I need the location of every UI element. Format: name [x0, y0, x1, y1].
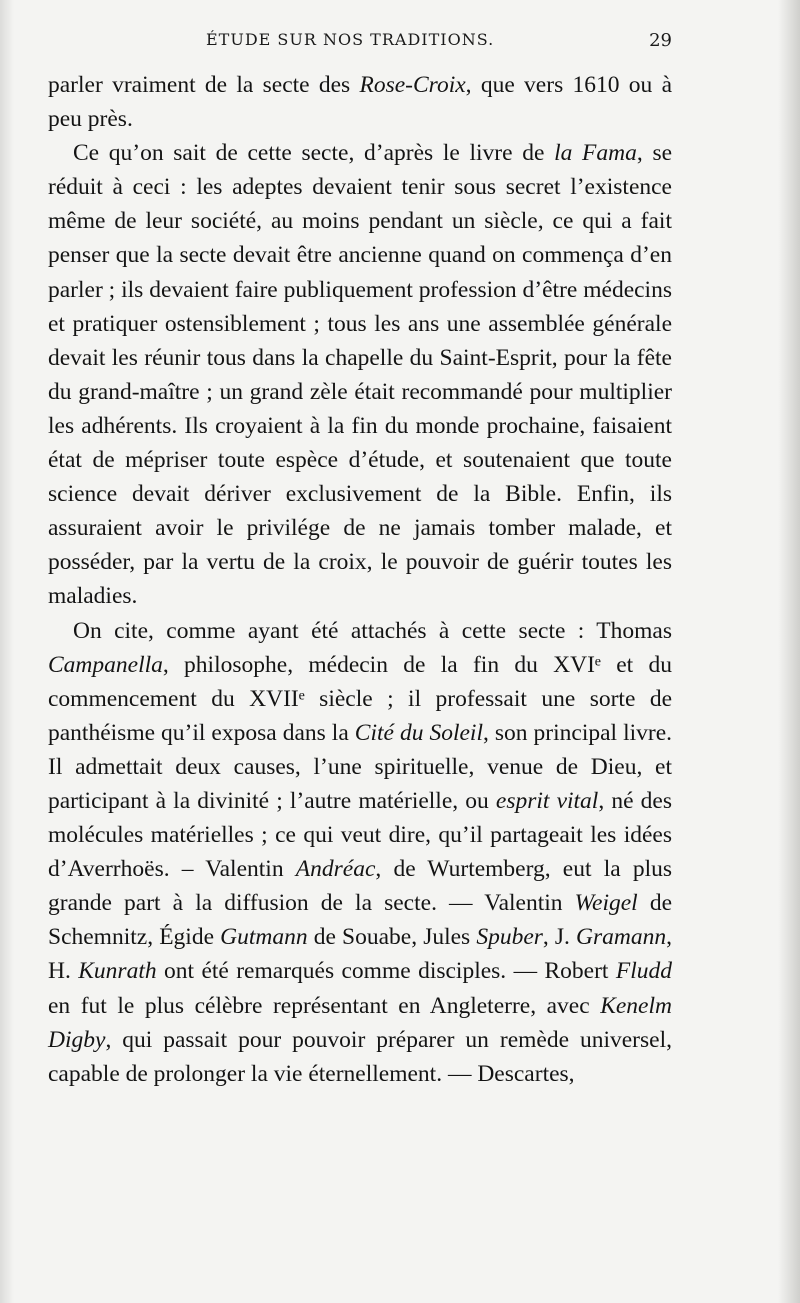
text-run: ont été remarqués comme disciples. — Robert — [156, 958, 616, 985]
italic-text: la Fama — [554, 140, 637, 167]
italic-text: Weigel — [574, 890, 638, 917]
text-run: , H. — [48, 924, 672, 985]
body-text — [48, 68, 672, 1091]
italic-text: Fludd — [615, 958, 672, 985]
italic-text: Kunrath — [78, 958, 157, 985]
running-title: ÉTUDE SUR NOS TRADITIONS. — [206, 30, 495, 49]
text-run: Ce qu’on sait de cette secte, d’après le livre de — [73, 140, 555, 167]
text-run: de Souabe, Jules — [307, 924, 477, 951]
paragraph-1 — [48, 68, 672, 136]
text-run: de Schemnitz, Égide — [48, 890, 672, 951]
running-head — [48, 30, 672, 54]
text-run: , se réduit à ceci : les adeptes devaient tenir sous secret l’existence même de leur société, au moins pendant un siècle, ce qui a fait penser que la secte devait être ancienne quand on commença d’en parler ; ils devaient faire publiquement profession d’être médecins et pratiquer ostensiblement ; tous les ans une assemblée générale devait les réunir tous dans la chapelle du Saint-Esprit, pour la fête du grand-maître ; un grand zèle était recommandé pour multiplier les adhérents. Ils croyaient à la fin du monde prochaine, faisaient état de mépriser toute espèce d’étude, et soutenaient que toute science devait dériver exclusivement de la Bible. Enfin, ils assuraient avoir le privilége de ne jamais tomber malade, et posséder, par la vertu de la croix, le pouvoir de guérir toutes les maladies. — [48, 140, 673, 610]
text-run: , son principal livre. Il admettait deux causes, l’une spirituelle, venue de Dieu, et participant à la divinité ; l’autre matérielle, ou — [48, 719, 673, 814]
italic-text: Andréac — [295, 856, 376, 883]
italic-text: Kenelm Digby — [48, 992, 672, 1053]
italic-text: Spuber — [476, 924, 543, 951]
text-run: , de Wurtemberg, eut la plus grande part à la diffusion de la secte. — Valentin — [48, 856, 673, 917]
italic-text: Gramann — [576, 924, 667, 951]
text-run: On cite, comme ayant été attachés à cette secte : Thomas — [73, 617, 672, 644]
text-run: , qui passait pour pouvoir préparer un remède universel, capable de prolonger la vie éternellement. — Descartes, — [48, 1026, 672, 1087]
text-run: , que vers 1610 ou à peu près. — [48, 72, 673, 133]
italic-text: Cité du Soleil — [354, 719, 483, 746]
paragraph-2 — [48, 136, 672, 613]
text-run: , né des molécules matérielles ; ce qui veut dire, qu’il partageait les idées d’Averrhoës. – Valentin — [48, 787, 672, 883]
page-edge-left — [0, 0, 14, 1303]
page-number: 29 — [649, 30, 672, 51]
text-run: en fut le plus célèbre représentant en Angleterre, avec — [48, 992, 601, 1019]
italic-text: Campanella — [48, 651, 163, 678]
page-edge-right — [778, 0, 800, 1303]
italic-text: esprit vital — [495, 787, 599, 814]
text-run: , J. — [542, 924, 577, 951]
text-run: , philosophe, médecin de la fin du XVIᵉ et du commencement du XVIIᵉ siècle ; il professait une sorte de panthéisme qu’il exposa dans la — [48, 651, 672, 746]
italic-text: Rose-Croix — [359, 72, 466, 98]
paragraph-3 — [48, 614, 672, 1091]
italic-text: Gutmann — [220, 924, 308, 951]
text-run: parler vraiment de la secte des — [48, 72, 360, 98]
